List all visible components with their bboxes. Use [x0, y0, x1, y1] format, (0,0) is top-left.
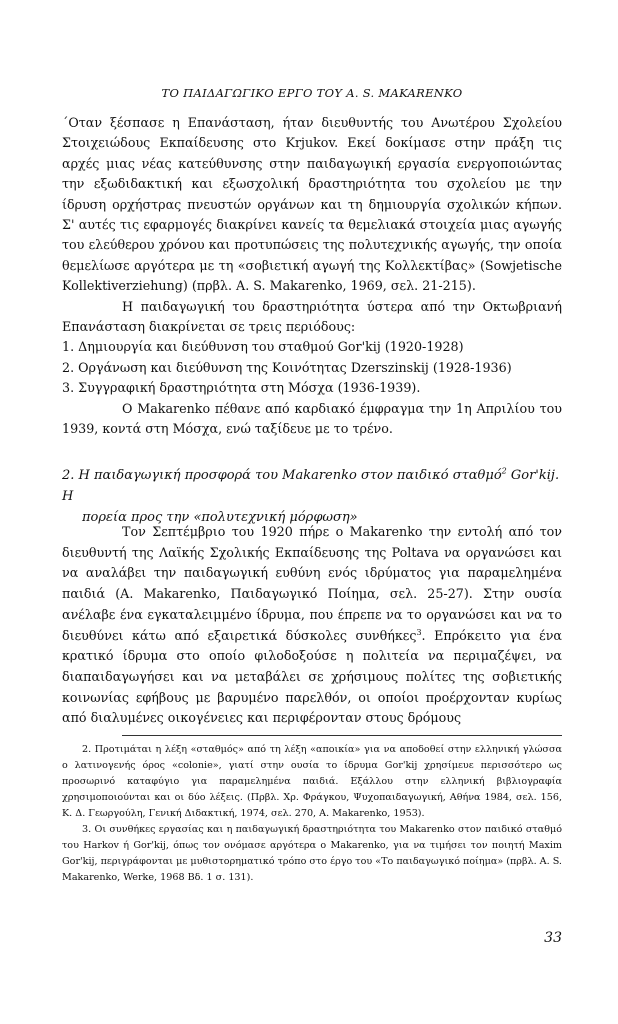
body-text-section: [62, 522, 562, 729]
section-title-text-a: 2. Η παιδαγωγική προσφορά του Makarenko στον παιδικό σταθμό: [62, 468, 502, 483]
footnote-3: 3. Οι συνθήκες εργασίας και η παιδαγωγική δραστηριότητα του Makarenko στον παιδικό σταθμό του Harkov ή Gor'kij, όπως τον ονόμασε αργότερα ο Makarenko, για να τιμήσει τον ποιητή Maxim Gor'kij, περιγράφονται με μυθιστορηματικό τρόπο στο έργο του «Το παιδαγωγικό ποίημα» (πρβλ. A. S. Makarenko, Werke, 1968 Βδ. 1 σ. 131).: [62, 824, 562, 883]
intro-paragraph: ΄Οταν ξέσπασε η Επανάσταση, ήταν διευθυντής του Ανωτέρου Σχολείου Στοιχειώδους Εκπαίδευσης στο Krjukov. Εκεί δοκίμασε στην πράξη τις αρχές μιας νέας κατεύθυνσης στην παιδαγωγική εργασία ενεργοποιώντας την εξωδιδακτική και εξωσχολική δραστηριότητα του σχολείου με την ίδρυση ορχήστρας πνευστών οργάνων και τη δημιουργία σχολικών κήπων. Σ' αυτές τις εφαρμογές διακρίνει κανείς τα θεμελιακά στοιχεία μιας αγωγής του ελεύθερου χρόνου και προτυπώσεις της πολυτεχνικής αγωγής, την οποία θεμελίωσε αργότερα με τη «σοβιετική αγωγή της Κολλεκτίβας» (Sowjetische Kollektiverziehung) (πρβλ. A. S. Makarenko, 1969, σελ. 21-215).: [62, 115, 562, 294]
periods-list: [62, 337, 562, 398]
section-title: [62, 465, 562, 528]
death-paragraph: Ο Makarenko πέθανε από καρδιακό έμφραγμα την 1η Απριλίου του 1939, κοντά στη Μόσχα, ενώ ταξίδευε με το τρένο.: [62, 400, 562, 437]
footnote-2: 2. Προτιμάται η λέξη «σταθμός» από τη λέξη «αποικία» για να αποδοθεί στην ελληνική γλώσσα ο λατινογενής όρος «colonie», γιατί στην ουσία το ίδρυμα Gor'kij χρησίμευε περισσότερο ως προσωρινό καταφύγιο για παραμελημένα παιδιά. Εξάλλου στην ελληνική βιβλιογραφία χρησιμοποιούνται και οι δύο λέξεις. (Πρβλ. Χρ. Φράγκου, Ψυχοπαιδαγωγική, Αθήνα 1984, σελ. 156, Κ. Δ. Γεωργούλη, Γενική Διδακτική, 1974, σελ. 270, A. Makarenko, 1953).: [62, 744, 562, 819]
running-head: ΤΟ ΠΑΙΔΑΓΩΓΙΚΟ ΕΡΓΟ ΤΟΥ Α. S. MAKARENKO: [161, 86, 463, 100]
list-item: 1. Δημιουργία και διεύθυνση του σταθμού Gor'kij (1920-1928): [62, 339, 464, 355]
page-number: 33: [544, 930, 562, 946]
section-paragraph: [62, 522, 562, 729]
footnote-divider: [122, 735, 562, 736]
section-paragraph-text-b: . Επρόκειτο για ένα κρατικό ίδρυμα στο οποίο φιλοδοξούσε η πολιτεία να περιμαζέψει, να διαπαιδαγωγήσει και να μεταβάλει σε χρήσιμους πολίτες της σοβιετικής κοινωνίας εφήβους με βαρυμένο παρελθόν, οι οποίοι προέρχονταν κυρίως από διαλυμένες οικογένειες και περιφέρονταν στους δρόμους: [62, 627, 562, 726]
section-title-line-2: πορεία προς την «πολυτεχνική μόρφωση»: [82, 510, 358, 525]
body-text-top: [62, 113, 562, 440]
footnote-ref-2: 2: [501, 466, 507, 476]
footnote-ref-3: 3: [416, 627, 422, 637]
periods-intro: Η παιδαγωγική του δραστηριότητα ύστερα από την Οκτωβριανή Επανάσταση διακρίνεται σε τρεις περιόδους:: [62, 298, 562, 335]
section-paragraph-text-a: Τον Σεπτέμβριο του 1920 πήρε ο Makarenko την εντολή από τον διευθυντή της Λαϊκής Σχολικής Εκπαίδευσης της Poltava να οργανώσει και να αναλάβει την παιδαγωγική ευθύνη ενός ιδρύματος για παραμελημένα παιδιά (A. Makarenko, Παιδαγωγικό Ποίημα, σελ. 25-27). Στην ουσία ανέλαβε ένα εγκαταλειμμένο ίδρυμα, που έπρεπε να το οργανώσει και να το διευθύνει κάτω από εξαιρετικά δύσκολες συνθήκες: [62, 524, 562, 643]
footnotes: [62, 742, 562, 886]
list-item: 2. Οργάνωση και διεύθυνση της Κοινότητας Dzerszinskij (1928-1936): [62, 359, 512, 375]
section-title-text-b: Gor'kij. Η: [62, 468, 560, 504]
section-title-line-1: [62, 465, 562, 507]
list-item: 3. Συγγραφική δραστηριότητα στη Μόσχα (1936-1939).: [62, 380, 421, 396]
